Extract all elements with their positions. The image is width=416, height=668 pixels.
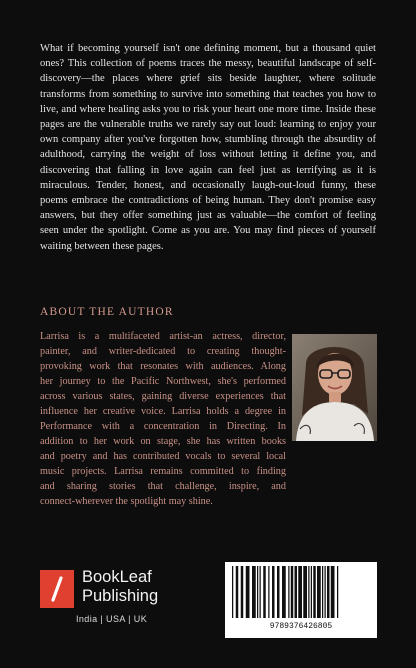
publisher-regions: India | USA | UK — [76, 614, 148, 624]
bio-line: provoking work that resonates with audiences. Along — [40, 361, 286, 372]
publisher-name-line-2: Publishing — [82, 587, 159, 605]
barcode-bar — [252, 566, 256, 618]
barcode-bar — [277, 566, 280, 618]
publisher-name-line-1: BookLeaf — [82, 568, 152, 586]
bio-line: addition to her work on stage, she has written books — [40, 436, 286, 447]
barcode-bar — [331, 566, 335, 618]
about-author-heading: ABOUT THE AUTHOR — [40, 306, 174, 318]
barcode-bar — [295, 566, 298, 618]
author-bio — [40, 329, 286, 509]
barcode-bar — [291, 566, 294, 618]
bio-line: Performance with a concentration in Directing. In — [40, 421, 286, 432]
barcode-bar — [288, 566, 289, 618]
bio-line: connect-wherever the spotlight may shine. — [40, 496, 213, 507]
barcode-bar — [325, 566, 326, 618]
author-photo — [292, 334, 377, 441]
barcode-bars — [230, 566, 372, 620]
bio-line: and poetry and has contributed vocals to several local — [40, 451, 286, 462]
barcode-bar — [257, 566, 258, 618]
barcode-bar — [232, 566, 233, 618]
barcode-bar — [260, 566, 261, 618]
barcode-bar — [303, 566, 307, 618]
barcode-bar — [311, 566, 312, 618]
barcode-bar — [322, 566, 323, 618]
bio-line: and sharing stories that challenge, inspire, and — [40, 481, 286, 492]
bio-line: painter, and writer-dedicated to creating thought- — [40, 346, 286, 357]
publisher-logo — [40, 568, 220, 638]
isbn-barcode — [225, 562, 377, 638]
barcode-bar — [246, 566, 250, 618]
barcode-bar — [282, 566, 286, 618]
barcode-bar — [263, 566, 266, 618]
barcode-bar — [327, 566, 330, 618]
barcode-bar — [236, 566, 239, 618]
barcode-bar — [313, 566, 316, 618]
barcode-bar — [308, 566, 309, 618]
barcode-bar — [317, 566, 321, 618]
author-portrait-illustration — [292, 334, 377, 441]
barcode-bar — [298, 566, 302, 618]
barcode-bar — [272, 566, 275, 618]
bio-line: influence her creative voice. Larrisa holds a degree in — [40, 406, 286, 417]
bio-line: her journey to the Pacific Northwest, she's performed — [40, 376, 286, 387]
bio-line: across various states, gaining diverse experiences that — [40, 391, 286, 402]
isbn-number: 9789376426805 — [269, 622, 333, 631]
book-blurb: What if becoming yourself isn't one defining moment, but a thousand quiet ones? This collection of poems traces the messy, beautiful landscape of self-discovery—the places where grief sits beside laughter, where solitude transforms from something to survive into something that teaches you how to live, and where healing asks you to risk your heart one more time. Inside these pages are the vulnerable truths we rarely say out loud: learning to enjoy your own company after you've forgotten how, stumbling through the absurdity of adulthood, carrying the weight of loss without letting it define you, and discovering that falling in love again can feel just as terrifying as it is miraculous. Tender, honest, and occasionally laugh-out-loud funny, these poems embrace the contradictions of being human. They don't promise easy answers, but they offer something just as valuable—the comfort of feeling seen under the spotlight. Come as you are. You may find pieces of yourself waiting between these pages. — [40, 43, 376, 252]
slash-icon — [40, 570, 74, 608]
barcode-bar — [241, 566, 244, 618]
barcode-bar — [268, 566, 269, 618]
bio-line: music projects. Larrisa remains committed to finding — [40, 466, 286, 477]
barcode-bar — [337, 566, 338, 618]
publisher-logo-mark — [40, 570, 74, 608]
bio-line: Larrisa is a multifaceted artist-an actress, director, — [40, 331, 286, 342]
